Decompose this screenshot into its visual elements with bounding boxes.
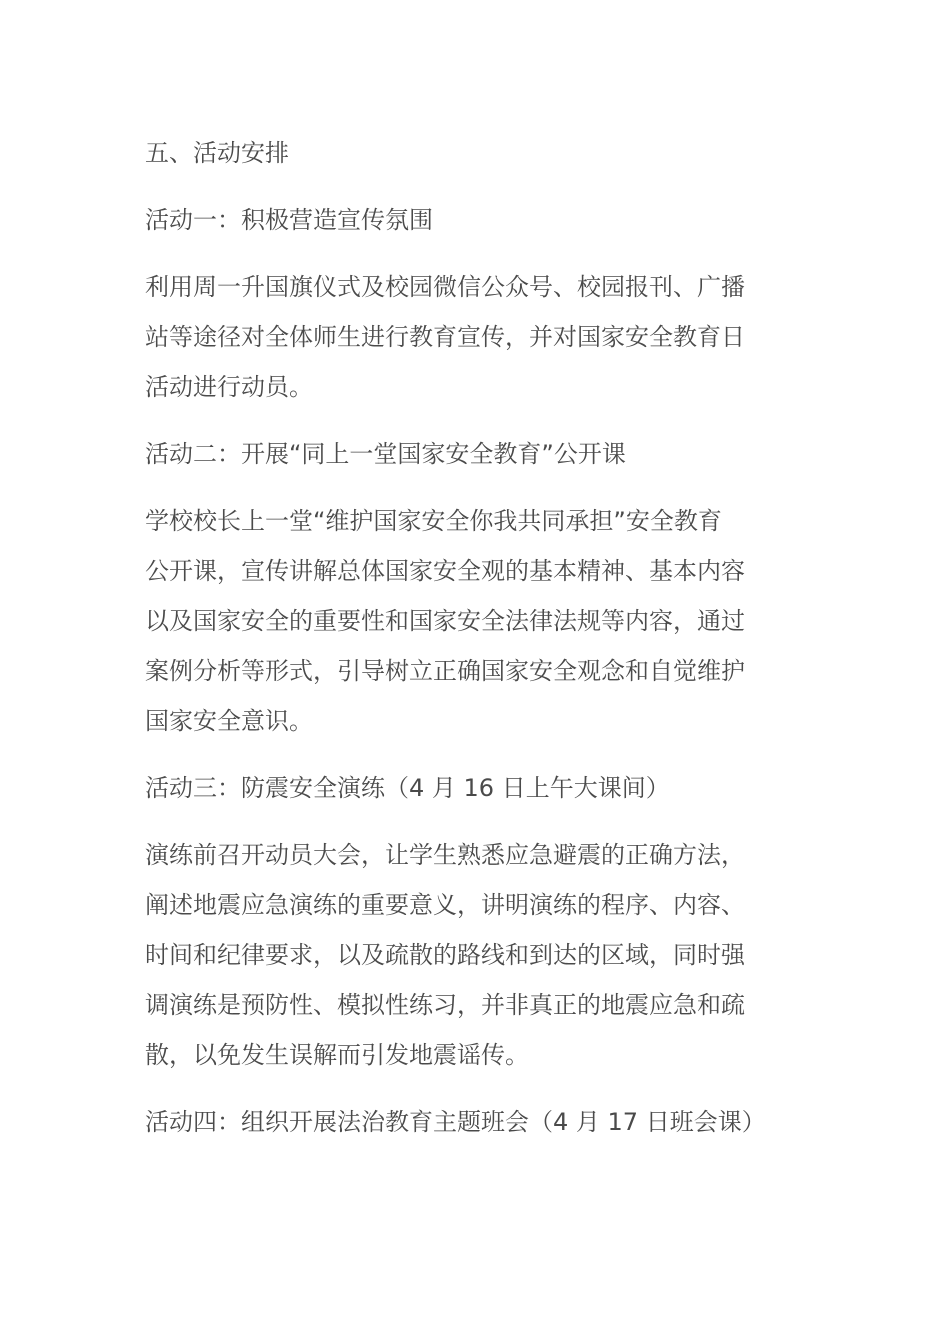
paragraph-line: 阐述地震应急演练的重要意义，讲明演练的程序、内容、 [145,891,745,919]
activity-2-heading: 活动二：开展“同上一堂国家安全教育”公开课 [145,440,626,468]
paragraph-line: 利用周一升国旗仪式及校园微信公众号、校园报刊、广播 [145,273,745,301]
paragraph-line: 学校校长上一堂“维护国家安全你我共同承担”安全教育 [145,507,722,535]
activity-1-paragraph [145,262,805,412]
paragraph-line: 以及国家安全的重要性和国家安全法律法规等内容，通过 [145,607,745,635]
paragraph-line: 公开课，宣传讲解总体国家安全观的基本精神、基本内容 [145,557,745,585]
paragraph-line: 演练前召开动员大会，让学生熟悉应急避震的正确方法， [145,841,745,869]
paragraph-line: 案例分析等形式，引导树立正确国家安全观念和自觉维护 [145,657,745,685]
paragraph-line: 活动进行动员。 [145,373,313,401]
activity-4-heading: 活动四：组织开展法治教育主题班会（4 月 17 日班会课） [145,1108,766,1136]
paragraph-line: 时间和纪律要求，以及疏散的路线和到达的区域，同时强 [145,941,745,969]
paragraph-line: 散，以免发生误解而引发地震谣传。 [145,1041,529,1069]
document-body [145,128,805,1164]
activity-3-paragraph [145,830,805,1080]
activity-1-heading: 活动一：积极营造宣传氛围 [145,206,433,234]
paragraph-line: 调演练是预防性、模拟性练习，并非真正的地震应急和疏 [145,991,745,1019]
activity-3-heading: 活动三：防震安全演练（4 月 16 日上午大课间） [145,774,670,802]
activity-2-paragraph [145,496,805,746]
paragraph-line: 站等途径对全体师生进行教育宣传，并对国家安全教育日 [145,323,745,351]
paragraph-line: 国家安全意识。 [145,707,313,735]
section-title: 五、活动安排 [145,139,289,167]
